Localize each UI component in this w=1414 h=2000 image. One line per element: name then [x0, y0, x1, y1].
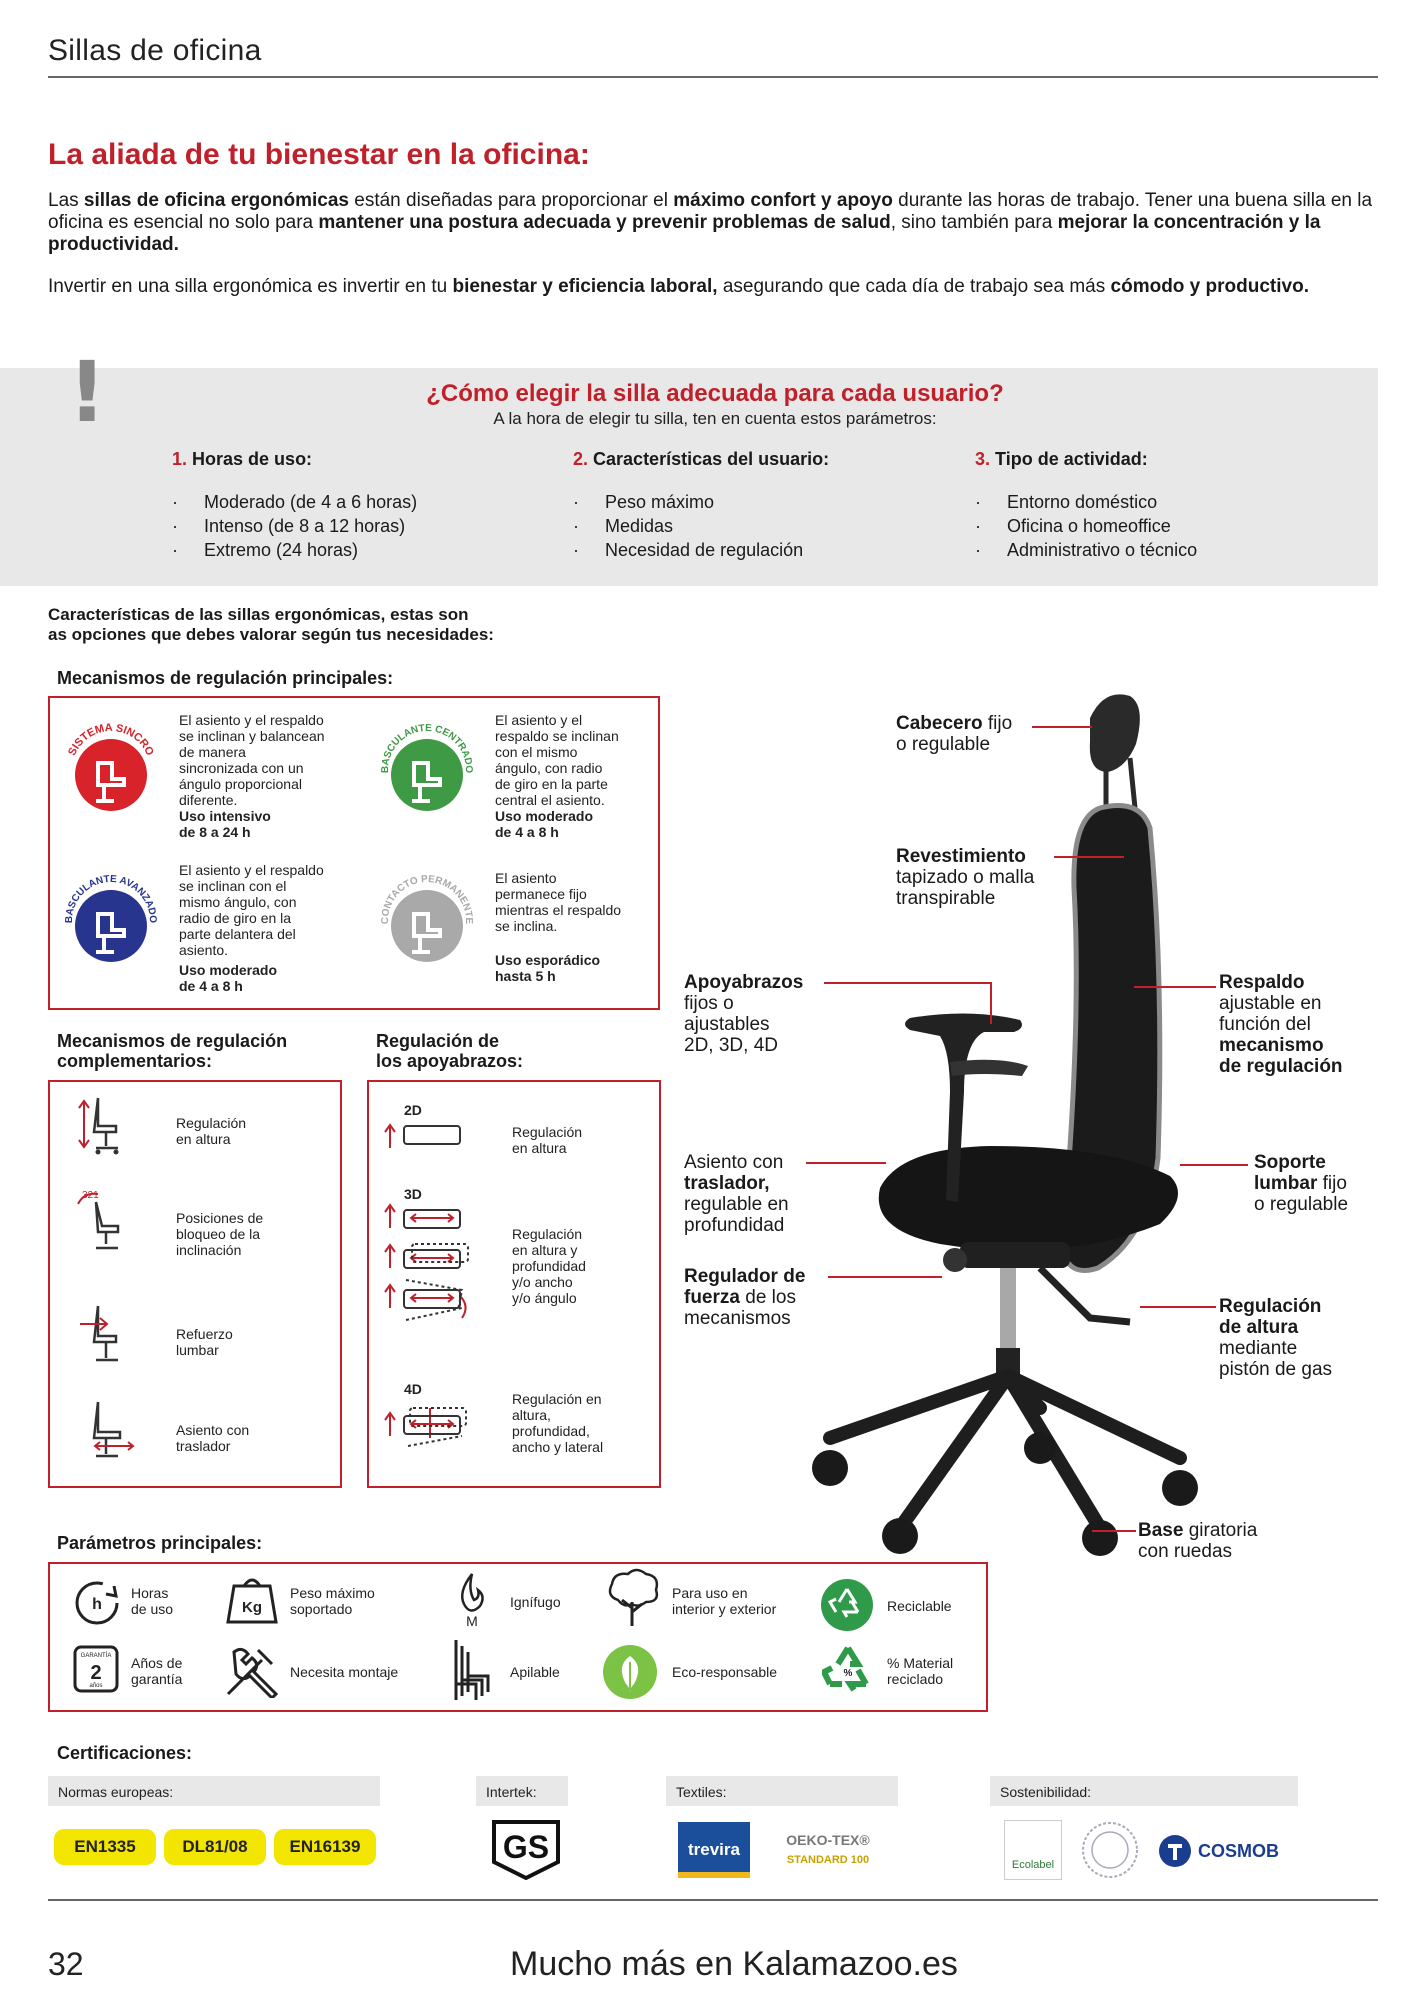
- guide-column-3-title: 3. Tipo de actividad:: [975, 449, 1148, 469]
- recycle-glyph: %: [843, 1668, 853, 1679]
- list-item: · Oficina o homeoffice: [975, 514, 1197, 538]
- callout-line: [824, 982, 992, 984]
- trevira-logo: trevira: [678, 1822, 750, 1878]
- mechanisms-title: Mecanismos de regulación principales:: [57, 668, 394, 688]
- weight-icon: [224, 1572, 280, 1628]
- list-item: · Necesidad de regulación: [573, 538, 803, 562]
- flame-glyph: M: [466, 1613, 478, 1629]
- seat-slider-label: Asiento con traslador: [176, 1422, 250, 1454]
- gs-text: GS: [502, 1829, 550, 1865]
- hours-label: Horas de uso: [131, 1585, 174, 1617]
- max-weight-label: Peso máximo soportado: [290, 1585, 375, 1617]
- seat-slider-icon: [76, 1398, 142, 1468]
- recyclable-label: Reciclable: [887, 1598, 952, 1614]
- chair-armrest-right: [950, 1060, 1028, 1076]
- guide-column-1-title: 1. Horas de uso:: [172, 449, 313, 469]
- cosmob-logo: COSMOB: [1158, 1834, 1279, 1868]
- lumbar-label: Refuerzo lumbar: [176, 1326, 233, 1358]
- header-divider: [48, 76, 1378, 78]
- warranty-label: Años de garantía: [131, 1655, 183, 1687]
- assembly-label: Necesita montaje: [290, 1664, 399, 1680]
- height-adjust-label: Regulación en altura: [176, 1115, 247, 1147]
- chair-caster: [882, 1518, 918, 1554]
- chair-lever: [1040, 1268, 1130, 1322]
- centrado-badge-icon: [372, 715, 482, 825]
- list-item: · Extremo (24 horas): [172, 538, 417, 562]
- footer-site-link[interactable]: Kalamazoo.es: [742, 1945, 958, 1983]
- armrest-4d-tag: 4D: [404, 1381, 422, 1397]
- weight-glyph: Kg: [242, 1599, 262, 1616]
- seat-callout: Asiento con traslador, regulable en profundidad: [684, 1152, 789, 1236]
- warranty-glyph: 2: [90, 1662, 102, 1684]
- warranty-small-2: años: [89, 1683, 103, 1689]
- norm-en16139-badge: EN16139: [274, 1829, 376, 1865]
- upholstery-callout: Revestimiento tapizado o malla transpirable: [896, 846, 1035, 909]
- leaf-icon: [602, 1644, 658, 1700]
- norm-en1335-badge: EN1335: [54, 1829, 156, 1865]
- armrest-3d-label: Regulación en altura y profundidad y/o ancho y/o ángulo: [512, 1226, 586, 1306]
- backrest-callout: Respaldo ajustable en función del mecanismo de regulación: [1219, 972, 1343, 1077]
- contacto-description: El asiento permanece fijo mientras el respaldo se inclina. Uso esporádico hasta 5 h: [495, 870, 622, 984]
- chair-caster: [1082, 1520, 1118, 1556]
- ecolabel-logo: Ecolabel: [1004, 1820, 1062, 1880]
- badge-label: SISTEMA SINCRO: [66, 721, 156, 758]
- chair-base: [830, 1376, 1180, 1528]
- guide-column-2-title: 2. Características del usuario:: [573, 449, 830, 469]
- characteristics-title: Características de las sillas ergonómicas, estas son as opciones que debes valorar según tus necesidades:: [48, 605, 494, 644]
- callout-line: [806, 1162, 886, 1164]
- certifications-title: Certificaciones:: [57, 1743, 193, 1763]
- tools-icon: [224, 1642, 280, 1698]
- flame-icon: [450, 1570, 494, 1630]
- clock-h-icon: [70, 1576, 124, 1630]
- list-item: · Intenso (de 8 a 12 horas): [172, 514, 417, 538]
- badge-label: BASCULANTE CENTRADO: [379, 722, 475, 774]
- cert-group-european: Normas europeas:: [48, 1776, 380, 1806]
- gs-logo-icon: [488, 1816, 564, 1880]
- recycle-icon: [820, 1578, 874, 1632]
- intro-heading: La aliada de tu bienestar en la oficina:: [48, 138, 590, 171]
- indoor-outdoor-label: Para uso en interior y exterior: [672, 1585, 777, 1617]
- callout-line: [1134, 986, 1216, 988]
- guide-column-1-list: [172, 490, 417, 562]
- armrest-3d-icon: [382, 1200, 494, 1350]
- office-chair-illustration: [800, 668, 1300, 1558]
- armrests-callout: Apoyabrazos fijos o ajustables 2D, 3D, 4D: [684, 972, 804, 1056]
- parameters-title: Parámetros principales:: [57, 1533, 263, 1553]
- armrest-2d-icon: [382, 1118, 464, 1152]
- avanzado-badge-icon: [56, 866, 166, 976]
- headrest-callout: Cabecero fijo o regulable: [896, 713, 1013, 755]
- norm-dl8108-badge: DL81/08: [164, 1829, 266, 1865]
- callout-line: [828, 1276, 942, 1278]
- oeko-tex-logo: OEKO-TEX® STANDARD 100: [786, 1832, 870, 1866]
- list-item: · Entorno doméstico: [975, 490, 1197, 514]
- guide-column-2-list: [573, 490, 803, 562]
- armrest-2d-label: Regulación en altura: [512, 1124, 583, 1156]
- stack-chairs-icon: [450, 1638, 496, 1702]
- fireproof-label: Ignífugo: [510, 1594, 561, 1610]
- tilt-lock-icon: [72, 1188, 138, 1254]
- stackable-label: Apilable: [510, 1664, 560, 1680]
- page-number: 32: [48, 1946, 84, 1982]
- warranty-icon: [72, 1644, 120, 1694]
- lumbar-icon: [76, 1302, 136, 1370]
- callout-line: [1140, 1306, 1216, 1308]
- list-item: · Moderado (de 4 a 6 horas): [172, 490, 417, 514]
- quality-seal-icon: [1080, 1820, 1140, 1880]
- armrests-title: Regulación de los apoyabrazos:: [376, 1031, 524, 1071]
- complementary-title: Mecanismos de regulación complementarios:: [57, 1031, 288, 1071]
- chair-tension-knob: [943, 1248, 967, 1272]
- recycle-percent-icon: [822, 1644, 874, 1698]
- callout-line: [1054, 856, 1124, 858]
- chair-caster: [1162, 1470, 1198, 1506]
- list-item: · Peso máximo: [573, 490, 803, 514]
- sincro-badge-icon: [56, 715, 166, 825]
- tilt-lock-label: Posiciones de bloqueo de la inclinación: [176, 1210, 264, 1258]
- armrest-2d-tag: 2D: [404, 1102, 422, 1118]
- list-item: · Medidas: [573, 514, 803, 538]
- exclamation-icon: !: [68, 343, 107, 441]
- clock-glyph: h: [92, 1596, 102, 1613]
- guide-column-3-list: [975, 490, 1197, 562]
- chair-mechanism: [960, 1242, 1070, 1268]
- armrest-3d-tag: 3D: [404, 1186, 422, 1202]
- list-item: · Administrativo o técnico: [975, 538, 1197, 562]
- sincro-description: El asiento y el respaldo se inclinan y balancean de manera sincronizada con un ángulo proporcional diferente. Uso intensivo de 8 a 24 h: [179, 712, 325, 840]
- centrado-description: El asiento y el respaldo se inclinan con el mismo ángulo, con radio de giro en la parte central el asiento. Uso moderado de 4 a 8 h: [495, 712, 619, 840]
- lumbar-callout: Soporte lumbar fijo o regulable: [1254, 1152, 1349, 1215]
- cert-group-sustainability: Sostenibilidad:: [990, 1776, 1298, 1806]
- contacto-badge-icon: [372, 866, 482, 976]
- chair-caster: [812, 1450, 848, 1486]
- guide-title: ¿Cómo elegir la silla adecuada para cada usuario?: [426, 380, 1004, 407]
- callout-line: [1092, 1530, 1136, 1532]
- intro-paragraph-1: Las sillas de oficina ergonómicas están diseñadas para proporcionar el máximo confort y apoyo durante las horas de trabajo. Tener una buena silla en la oficina es esencial no solo para mantener una postura adecuada y prevenir problemas de salud, sino también para mejorar la concentración y la productividad.: [48, 190, 1373, 255]
- cert-group-intertek: Intertek:: [476, 1776, 568, 1806]
- avanzado-description: El asiento y el respaldo se inclinan con el mismo ángulo, con radio de giro en la parte delantera del asiento. Uso moderado de 4 a 8 h: [179, 862, 324, 994]
- tilt-marks: 321: [82, 1190, 99, 1201]
- section-title: Sillas de oficina: [48, 34, 262, 67]
- cosmob-mark-icon: [1158, 1834, 1192, 1868]
- badge-label: CONTACTO PERMANENTE: [379, 873, 475, 925]
- height-adjust-icon: [76, 1094, 136, 1156]
- callout-line: [990, 982, 992, 1024]
- intro-paragraph-2: Invertir en una silla ergonómica es invertir en tu bienestar y eficiencia laboral, asegurando que cada día de trabajo sea más cómodo y productivo.: [48, 276, 1309, 297]
- armrest-4d-label: Regulación en altura, profundidad, ancho y lateral: [512, 1391, 604, 1455]
- eco-label: Eco-responsable: [672, 1664, 778, 1680]
- armrest-4d-icon: [382, 1396, 494, 1460]
- guide-subtitle: A la hora de elegir tu silla, ten en cuenta estos parámetros:: [493, 409, 937, 428]
- cert-group-textiles: Textiles:: [666, 1776, 898, 1806]
- recycled-material-label: % Material reciclado: [887, 1655, 954, 1687]
- tension-callout: Regulador de fuerza de los mecanismos: [684, 1266, 806, 1329]
- chair-caster: [1024, 1432, 1056, 1464]
- callout-line: [1180, 1164, 1248, 1166]
- callout-line: [1032, 726, 1092, 728]
- footer-tagline: Mucho más en Kalamazoo.es: [510, 1945, 958, 1983]
- tree-icon: [604, 1568, 660, 1628]
- base-callout: Base giratoria con ruedas: [1138, 1520, 1258, 1562]
- badge-label: BASCULANTE AVANZADO: [63, 873, 159, 924]
- warranty-small: GARANTÍA: [80, 1653, 112, 1659]
- footer-divider: [48, 1899, 1378, 1901]
- height-callout: Regulación de altura mediante pistón de gas: [1219, 1296, 1333, 1380]
